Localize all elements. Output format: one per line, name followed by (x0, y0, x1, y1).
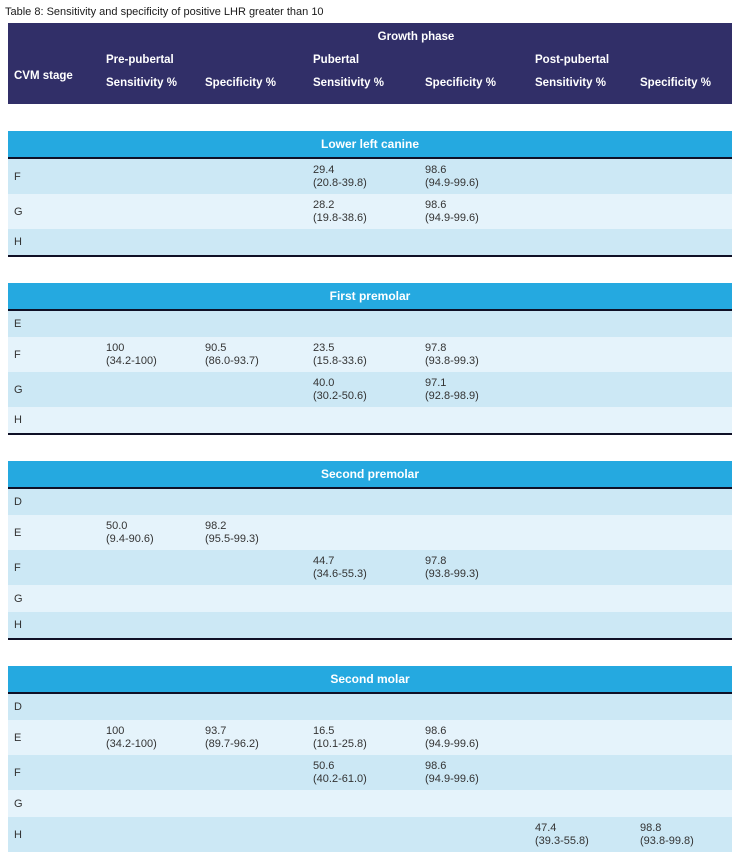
data-cell (199, 310, 307, 337)
header-cvm-stage: CVM stage (8, 47, 100, 104)
stage-cell: G (8, 585, 100, 612)
data-cell (100, 372, 199, 407)
data-cell (634, 310, 732, 337)
data-cell (529, 488, 634, 515)
data-cell (307, 550, 419, 585)
data-cell (634, 407, 732, 434)
data-cell (529, 720, 634, 755)
cell-ci-range: (92.8-98.9) (425, 390, 479, 402)
section-gap-cell (8, 256, 732, 283)
data-cell (634, 337, 732, 372)
data-cell (100, 158, 199, 194)
stage-cell: D (8, 488, 100, 515)
data-cell (634, 372, 732, 407)
data-cell (419, 488, 529, 515)
data-cell (307, 310, 419, 337)
data-cell (419, 407, 529, 434)
data-cell (419, 693, 529, 720)
data-cell (100, 515, 199, 550)
data-cell (529, 337, 634, 372)
data-cell (199, 337, 307, 372)
stage-cell: E (8, 310, 100, 337)
stage-cell: E (8, 720, 100, 755)
data-cell (307, 158, 419, 194)
section-gap-cell (8, 639, 732, 666)
data-cell (419, 310, 529, 337)
group-header-row (8, 47, 732, 73)
data-cell (529, 550, 634, 585)
table-row (8, 229, 732, 256)
cell-ci-range: (34.6-55.3) (313, 568, 367, 580)
table-body (8, 104, 732, 852)
cell-value: 98.6 (425, 164, 447, 176)
stage-cell: H (8, 817, 100, 852)
data-cell (199, 755, 307, 790)
data-cell (307, 488, 419, 515)
data-cell (199, 612, 307, 639)
cell-ci-range: (39.3-55.8) (535, 835, 589, 847)
section-header (8, 131, 732, 158)
header-group-pre-pubertal: Pre-pubertal (100, 47, 307, 73)
data-cell (199, 817, 307, 852)
table-row (8, 158, 732, 194)
data-cell (634, 585, 732, 612)
section-title: Second molar (8, 666, 732, 693)
table-row (8, 817, 732, 852)
data-cell (419, 229, 529, 256)
table-row (8, 790, 732, 817)
data-cell (199, 229, 307, 256)
data-cell (199, 407, 307, 434)
data-cell (529, 693, 634, 720)
table-row (8, 755, 732, 790)
cell-value: 90.5 (205, 342, 227, 354)
cell-ci-range: (94.9-99.6) (425, 177, 479, 189)
data-cell (199, 585, 307, 612)
section-title: Lower left canine (8, 131, 732, 158)
sensitivity-specificity-table (8, 23, 732, 852)
data-cell (100, 194, 199, 229)
cell-ci-range: (93.8-99.3) (425, 568, 479, 580)
section-title: First premolar (8, 283, 732, 310)
data-cell (199, 550, 307, 585)
data-cell (529, 817, 634, 852)
cell-ci-range: (95.5-99.3) (205, 533, 259, 545)
cell-value: 50.6 (313, 760, 335, 772)
cell-ci-range: (34.2-100) (106, 355, 157, 367)
data-cell (529, 515, 634, 550)
table-row (8, 550, 732, 585)
table-caption: Table 8: Sensitivity and specificity of positive LHR greater than 10 (5, 6, 324, 18)
table-row (8, 194, 732, 229)
cell-value: 97.8 (425, 342, 447, 354)
section-header (8, 461, 732, 488)
cell-value: 50.0 (106, 520, 128, 532)
stage-cell: D (8, 693, 100, 720)
table-row (8, 693, 732, 720)
header-specificity-pre: Specificity % (199, 73, 307, 104)
data-cell (419, 585, 529, 612)
data-cell (419, 755, 529, 790)
data-cell (307, 585, 419, 612)
section-gap (8, 256, 732, 283)
cell-value: 93.7 (205, 725, 227, 737)
data-cell (529, 612, 634, 639)
data-cell (529, 229, 634, 256)
data-cell (199, 515, 307, 550)
data-cell (199, 790, 307, 817)
data-cell (419, 612, 529, 639)
data-cell (529, 158, 634, 194)
section-header (8, 666, 732, 693)
cell-value: 40.0 (313, 377, 335, 389)
data-cell (419, 790, 529, 817)
cell-value: 23.5 (313, 342, 335, 354)
stage-cell: F (8, 550, 100, 585)
data-cell (307, 817, 419, 852)
data-cell (100, 550, 199, 585)
header-sensitivity-pubertal: Sensitivity % (307, 73, 419, 104)
header-growth-phase: Growth phase (100, 23, 732, 47)
cell-value: 100 (106, 342, 125, 354)
stage-cell: F (8, 337, 100, 372)
data-cell (100, 693, 199, 720)
cell-value: 47.4 (535, 822, 557, 834)
data-cell (199, 372, 307, 407)
data-cell (307, 755, 419, 790)
data-cell (419, 372, 529, 407)
data-cell (100, 229, 199, 256)
data-cell (529, 755, 634, 790)
data-cell (634, 612, 732, 639)
cell-value: 29.4 (313, 164, 335, 176)
section-gap (8, 639, 732, 666)
stage-cell: F (8, 158, 100, 194)
data-cell (307, 612, 419, 639)
data-cell (100, 407, 199, 434)
data-cell (307, 515, 419, 550)
stage-cell: H (8, 407, 100, 434)
data-cell (199, 194, 307, 229)
header-sensitivity-pre: Sensitivity % (100, 73, 199, 104)
data-cell (100, 612, 199, 639)
table-header (8, 23, 732, 104)
cell-value: 97.1 (425, 377, 447, 389)
data-cell (529, 790, 634, 817)
header-group-post-pubertal: Post-pubertal (529, 47, 732, 73)
table-row (8, 585, 732, 612)
data-cell (634, 550, 732, 585)
data-cell (100, 488, 199, 515)
data-cell (419, 550, 529, 585)
data-cell (419, 817, 529, 852)
cell-ci-range: (10.1-25.8) (313, 738, 367, 750)
data-cell (100, 790, 199, 817)
data-cell (634, 515, 732, 550)
data-cell (307, 790, 419, 817)
cell-ci-range: (30.2-50.6) (313, 390, 367, 402)
section-title: Second premolar (8, 461, 732, 488)
cell-ci-range: (9.4-90.6) (106, 533, 154, 545)
stage-cell: H (8, 612, 100, 639)
cell-ci-range: (15.8-33.6) (313, 355, 367, 367)
stage-cell: G (8, 372, 100, 407)
data-cell (419, 720, 529, 755)
cell-ci-range: (89.7-96.2) (205, 738, 259, 750)
cell-value: 98.6 (425, 199, 447, 211)
section-header (8, 283, 732, 310)
table-row (8, 720, 732, 755)
data-cell (634, 720, 732, 755)
data-cell (307, 407, 419, 434)
section-gap (8, 104, 732, 131)
measure-header-row (8, 73, 732, 104)
cell-ci-range: (93.8-99.3) (425, 355, 479, 367)
stage-cell: F (8, 755, 100, 790)
data-cell (307, 720, 419, 755)
cell-value: 98.2 (205, 520, 227, 532)
cell-ci-range: (93.8-99.8) (640, 835, 694, 847)
data-cell (634, 693, 732, 720)
cell-value: 98.6 (425, 725, 447, 737)
data-cell (307, 337, 419, 372)
growth-phase-row (8, 23, 732, 47)
data-cell (529, 194, 634, 229)
data-cell (419, 194, 529, 229)
data-cell (634, 817, 732, 852)
cell-value: 16.5 (313, 725, 335, 737)
stage-cell: E (8, 515, 100, 550)
data-cell (419, 337, 529, 372)
data-cell (100, 755, 199, 790)
data-cell (307, 693, 419, 720)
cell-value: 97.8 (425, 555, 447, 567)
table-row (8, 612, 732, 639)
data-cell (199, 720, 307, 755)
cell-ci-range: (94.9-99.6) (425, 212, 479, 224)
data-cell (100, 720, 199, 755)
cell-value: 44.7 (313, 555, 335, 567)
data-cell (634, 158, 732, 194)
header-sensitivity-post: Sensitivity % (529, 73, 634, 104)
table-row (8, 337, 732, 372)
header-corner (8, 23, 100, 47)
data-cell (199, 158, 307, 194)
cell-value: 98.8 (640, 822, 662, 834)
header-specificity-pubertal: Specificity % (419, 73, 529, 104)
data-cell (419, 158, 529, 194)
section-gap (8, 434, 732, 461)
cell-ci-range: (94.9-99.6) (425, 738, 479, 750)
data-cell (634, 790, 732, 817)
data-cell (199, 693, 307, 720)
section-gap-cell (8, 104, 732, 131)
cell-ci-range: (40.2-61.0) (313, 773, 367, 785)
cell-ci-range: (34.2-100) (106, 738, 157, 750)
table-row (8, 407, 732, 434)
data-cell (634, 229, 732, 256)
data-cell (634, 194, 732, 229)
cell-ci-range: (86.0-93.7) (205, 355, 259, 367)
section-gap-cell (8, 434, 732, 461)
data-cell (529, 585, 634, 612)
stage-cell: H (8, 229, 100, 256)
data-cell (100, 817, 199, 852)
data-cell (307, 229, 419, 256)
stage-cell: G (8, 790, 100, 817)
data-cell (307, 194, 419, 229)
stage-cell: G (8, 194, 100, 229)
table-row (8, 310, 732, 337)
data-cell (100, 337, 199, 372)
data-cell (529, 407, 634, 434)
data-cell (634, 488, 732, 515)
data-cell (307, 372, 419, 407)
data-cell (529, 372, 634, 407)
header-group-pubertal: Pubertal (307, 47, 529, 73)
cell-ci-range: (20.8-39.8) (313, 177, 367, 189)
table-row (8, 515, 732, 550)
cell-value: 98.6 (425, 760, 447, 772)
cell-ci-range: (94.9-99.6) (425, 773, 479, 785)
table-row (8, 488, 732, 515)
data-cell (419, 515, 529, 550)
data-cell (100, 310, 199, 337)
data-cell (100, 585, 199, 612)
data-cell (529, 310, 634, 337)
data-cell (634, 755, 732, 790)
cell-value: 28.2 (313, 199, 335, 211)
cell-value: 100 (106, 725, 125, 737)
data-cell (199, 488, 307, 515)
cell-ci-range: (19.8-38.6) (313, 212, 367, 224)
table-row (8, 372, 732, 407)
header-specificity-post: Specificity % (634, 73, 732, 104)
